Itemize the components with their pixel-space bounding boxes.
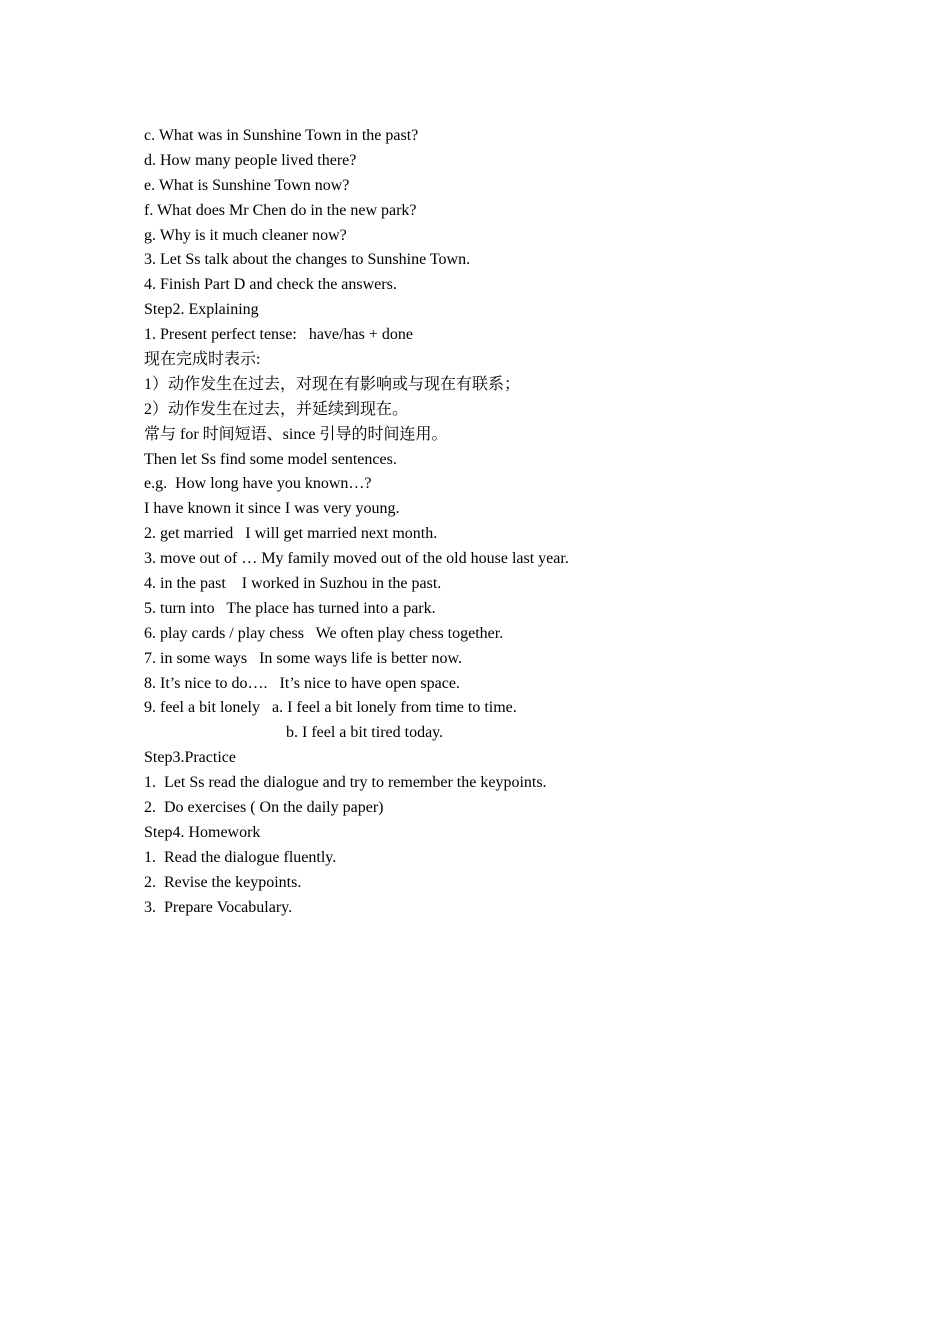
question-e: e. What is Sunshine Town now? [144, 176, 350, 194]
example-question: e.g. How long have you known…? [144, 475, 372, 493]
step4-heading: Step4. Homework [144, 823, 261, 841]
question-f: f. What does Mr Chen do in the new park? [144, 201, 417, 219]
step2-item-1: 1. Present perfect tense: have/has + done [144, 326, 413, 344]
phrase-8: 8. It’s nice to do…. It’s nice to have open space. [144, 674, 460, 692]
step1-item-4: 4. Finish Part D and check the answers. [144, 276, 397, 294]
phrase-4: 4. in the past I worked in Suzhou in the past. [144, 575, 442, 593]
phrase-5: 5. turn into The place has turned into a park. [144, 599, 436, 617]
step3-item-2: 2. Do exercises ( On the daily paper) [144, 799, 384, 817]
question-g: g. Why is it much cleaner now? [144, 226, 347, 244]
step4-item-1: 1. Read the dialogue fluently. [144, 848, 337, 866]
phrase-7: 7. in some ways In some ways life is better now. [144, 649, 463, 667]
phrase-3: 3. move out of … My family moved out of the old house last year. [144, 550, 569, 568]
step2-heading: Step2. Explaining [144, 301, 259, 319]
example-answer: I have known it since I was very young. [144, 500, 400, 518]
phrase-6: 6. play cards / play chess We often play chess together. [144, 624, 504, 642]
step1-item-3: 3. Let Ss talk about the changes to Sunshine Town. [144, 251, 471, 269]
grammar-note-3: 常与 for 时间短语、since 引导的时间连用。 [144, 425, 448, 443]
step4-item-2: 2. Revise the keypoints. [144, 873, 302, 891]
step4-item-3: 3. Prepare Vocabulary. [144, 898, 293, 916]
grammar-note-title: 现在完成时表示: [144, 351, 261, 369]
phrase-9b: b. I feel a bit tired today. [286, 724, 444, 742]
grammar-note-1: 1）动作发生在过去，对现在有影响或与现在有联系； [144, 375, 521, 393]
phrase-2: 2. get married I will get married next month. [144, 525, 438, 543]
lesson-plan-text [144, 124, 844, 921]
question-c: c. What was in Sunshine Town in the past? [144, 127, 419, 144]
question-d: d. How many people lived there? [144, 151, 357, 169]
step3-item-1: 1. Let Ss read the dialogue and try to remember the keypoints. [144, 774, 547, 792]
step3-heading: Step3.Practice [144, 749, 236, 767]
grammar-note-2: 2）动作发生在过去，并延续到现在。 [144, 400, 409, 418]
phrase-9a: 9. feel a bit lonely a. I feel a bit lonely from time to time. [144, 699, 517, 717]
model-sentences-intro: Then let Ss find some model sentences. [144, 450, 397, 468]
